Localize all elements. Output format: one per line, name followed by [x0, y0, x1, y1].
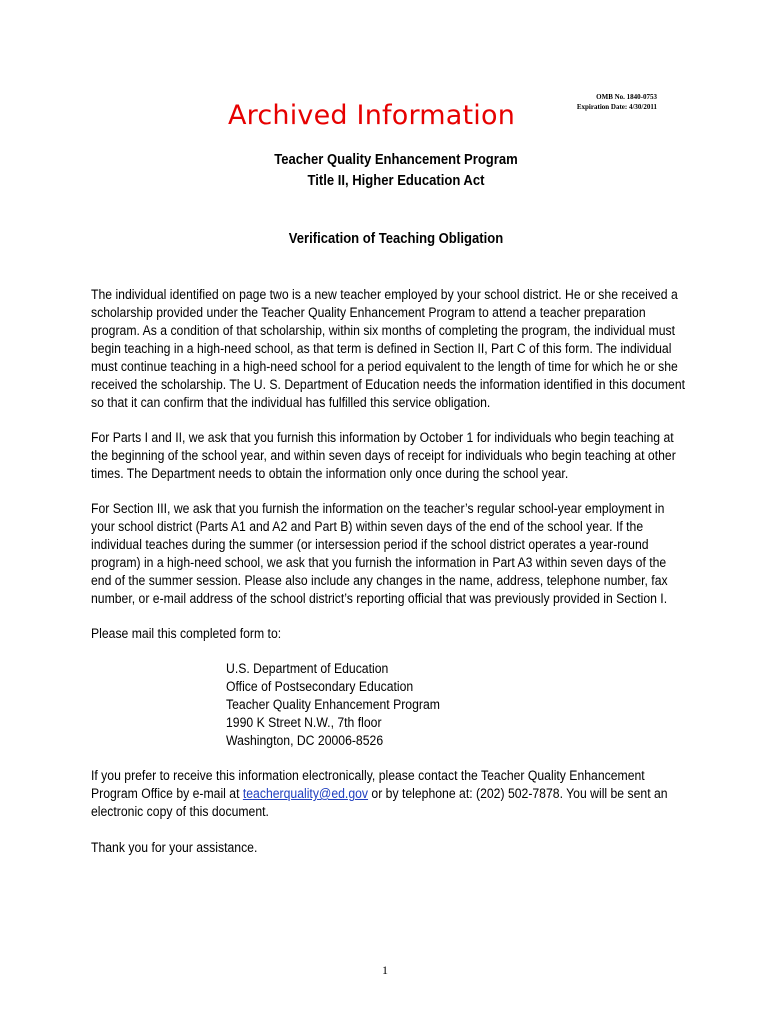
paragraph-text: Please mail this completed form to:	[91, 626, 282, 641]
section-three-paragraph	[91, 500, 688, 608]
expiration-date: Expiration Date: 4/30/2011	[576, 103, 657, 111]
omb-number: OMB No. 1840-0753	[596, 93, 657, 101]
address-line: Teacher Quality Enhancement Program	[226, 697, 440, 712]
contact-text-after: or by telephone at: (202) 502-7878. You will be sent an electronic copy of this document.	[91, 786, 668, 819]
mail-instruction	[91, 625, 688, 643]
document-title	[40, 150, 753, 192]
parts-paragraph	[91, 429, 688, 483]
program-name: Teacher Quality Enhancement Program	[274, 152, 518, 168]
contact-paragraph	[91, 767, 688, 821]
section-heading: Verification of Teaching Obligation	[288, 231, 504, 247]
paragraph-text: The individual identified on page two is a new teacher employed by your school district. He or she received a scholarship provided under the Teacher Quality Enhancement Program to attend a teacher preparation program. As a condition of that scholarship, within six months of completing the program, the individual must begin teaching in a high-need school, as that term is defined in Section II, Part C of this form. The individual must continue teaching in a high-need school for a period equivalent to the length of time for which he or she received the scholarship. The U. S. Department of Education needs the information identified in this document so that it can confirm that the individual has fulfilled this service obligation.	[91, 287, 686, 410]
contact-text-before: If you prefer to receive this information electronically, please contact the Teacher Quality Enhancement Program Office by e-mail at	[91, 768, 645, 801]
email-link[interactable]: teacherquality@ed.gov	[242, 786, 369, 801]
mailing-address	[226, 660, 588, 750]
paragraph-text: For Parts I and II, we ask that you furnish this information by October 1 for individuals who begin teaching at the beginning of the school year, and within seven days of receipt for individuals who begin teaching at other times. The Department needs to obtain the information only once during the school year.	[91, 430, 676, 481]
omb-info	[571, 92, 657, 112]
address-line: Washington, DC 20006-8526	[226, 733, 384, 748]
archived-information-label: Archived Information	[228, 100, 516, 131]
paragraph-text: For Section III, we ask that you furnish the information on the teacher’s regular school-year employment in your school district (Parts A1 and A2 and Part B) within seven days of the end of the school year. If the individual teaches during the summer (or intersession period if the school district operates a year-round program) in a high-need school, we ask that you furnish the information in Part A3 within seven days of the end of the summer session. Please also include any changes in the name, address, telephone number, fax number, or e-mail address of the school district’s reporting official that was previously provided in Section I.	[91, 501, 668, 606]
paragraph-text: Thank you for your assistance.	[91, 840, 258, 855]
paragraph-text	[91, 767, 688, 821]
page-number: 1	[382, 963, 388, 977]
address-line: U.S. Department of Education	[226, 661, 389, 676]
address-line: 1990 K Street N.W., 7th floor	[226, 715, 382, 730]
thanks-paragraph	[91, 839, 688, 857]
intro-paragraph	[91, 286, 688, 412]
address-line: Office of Postsecondary Education	[226, 679, 414, 694]
act-name: Title II, Higher Education Act	[307, 173, 485, 189]
